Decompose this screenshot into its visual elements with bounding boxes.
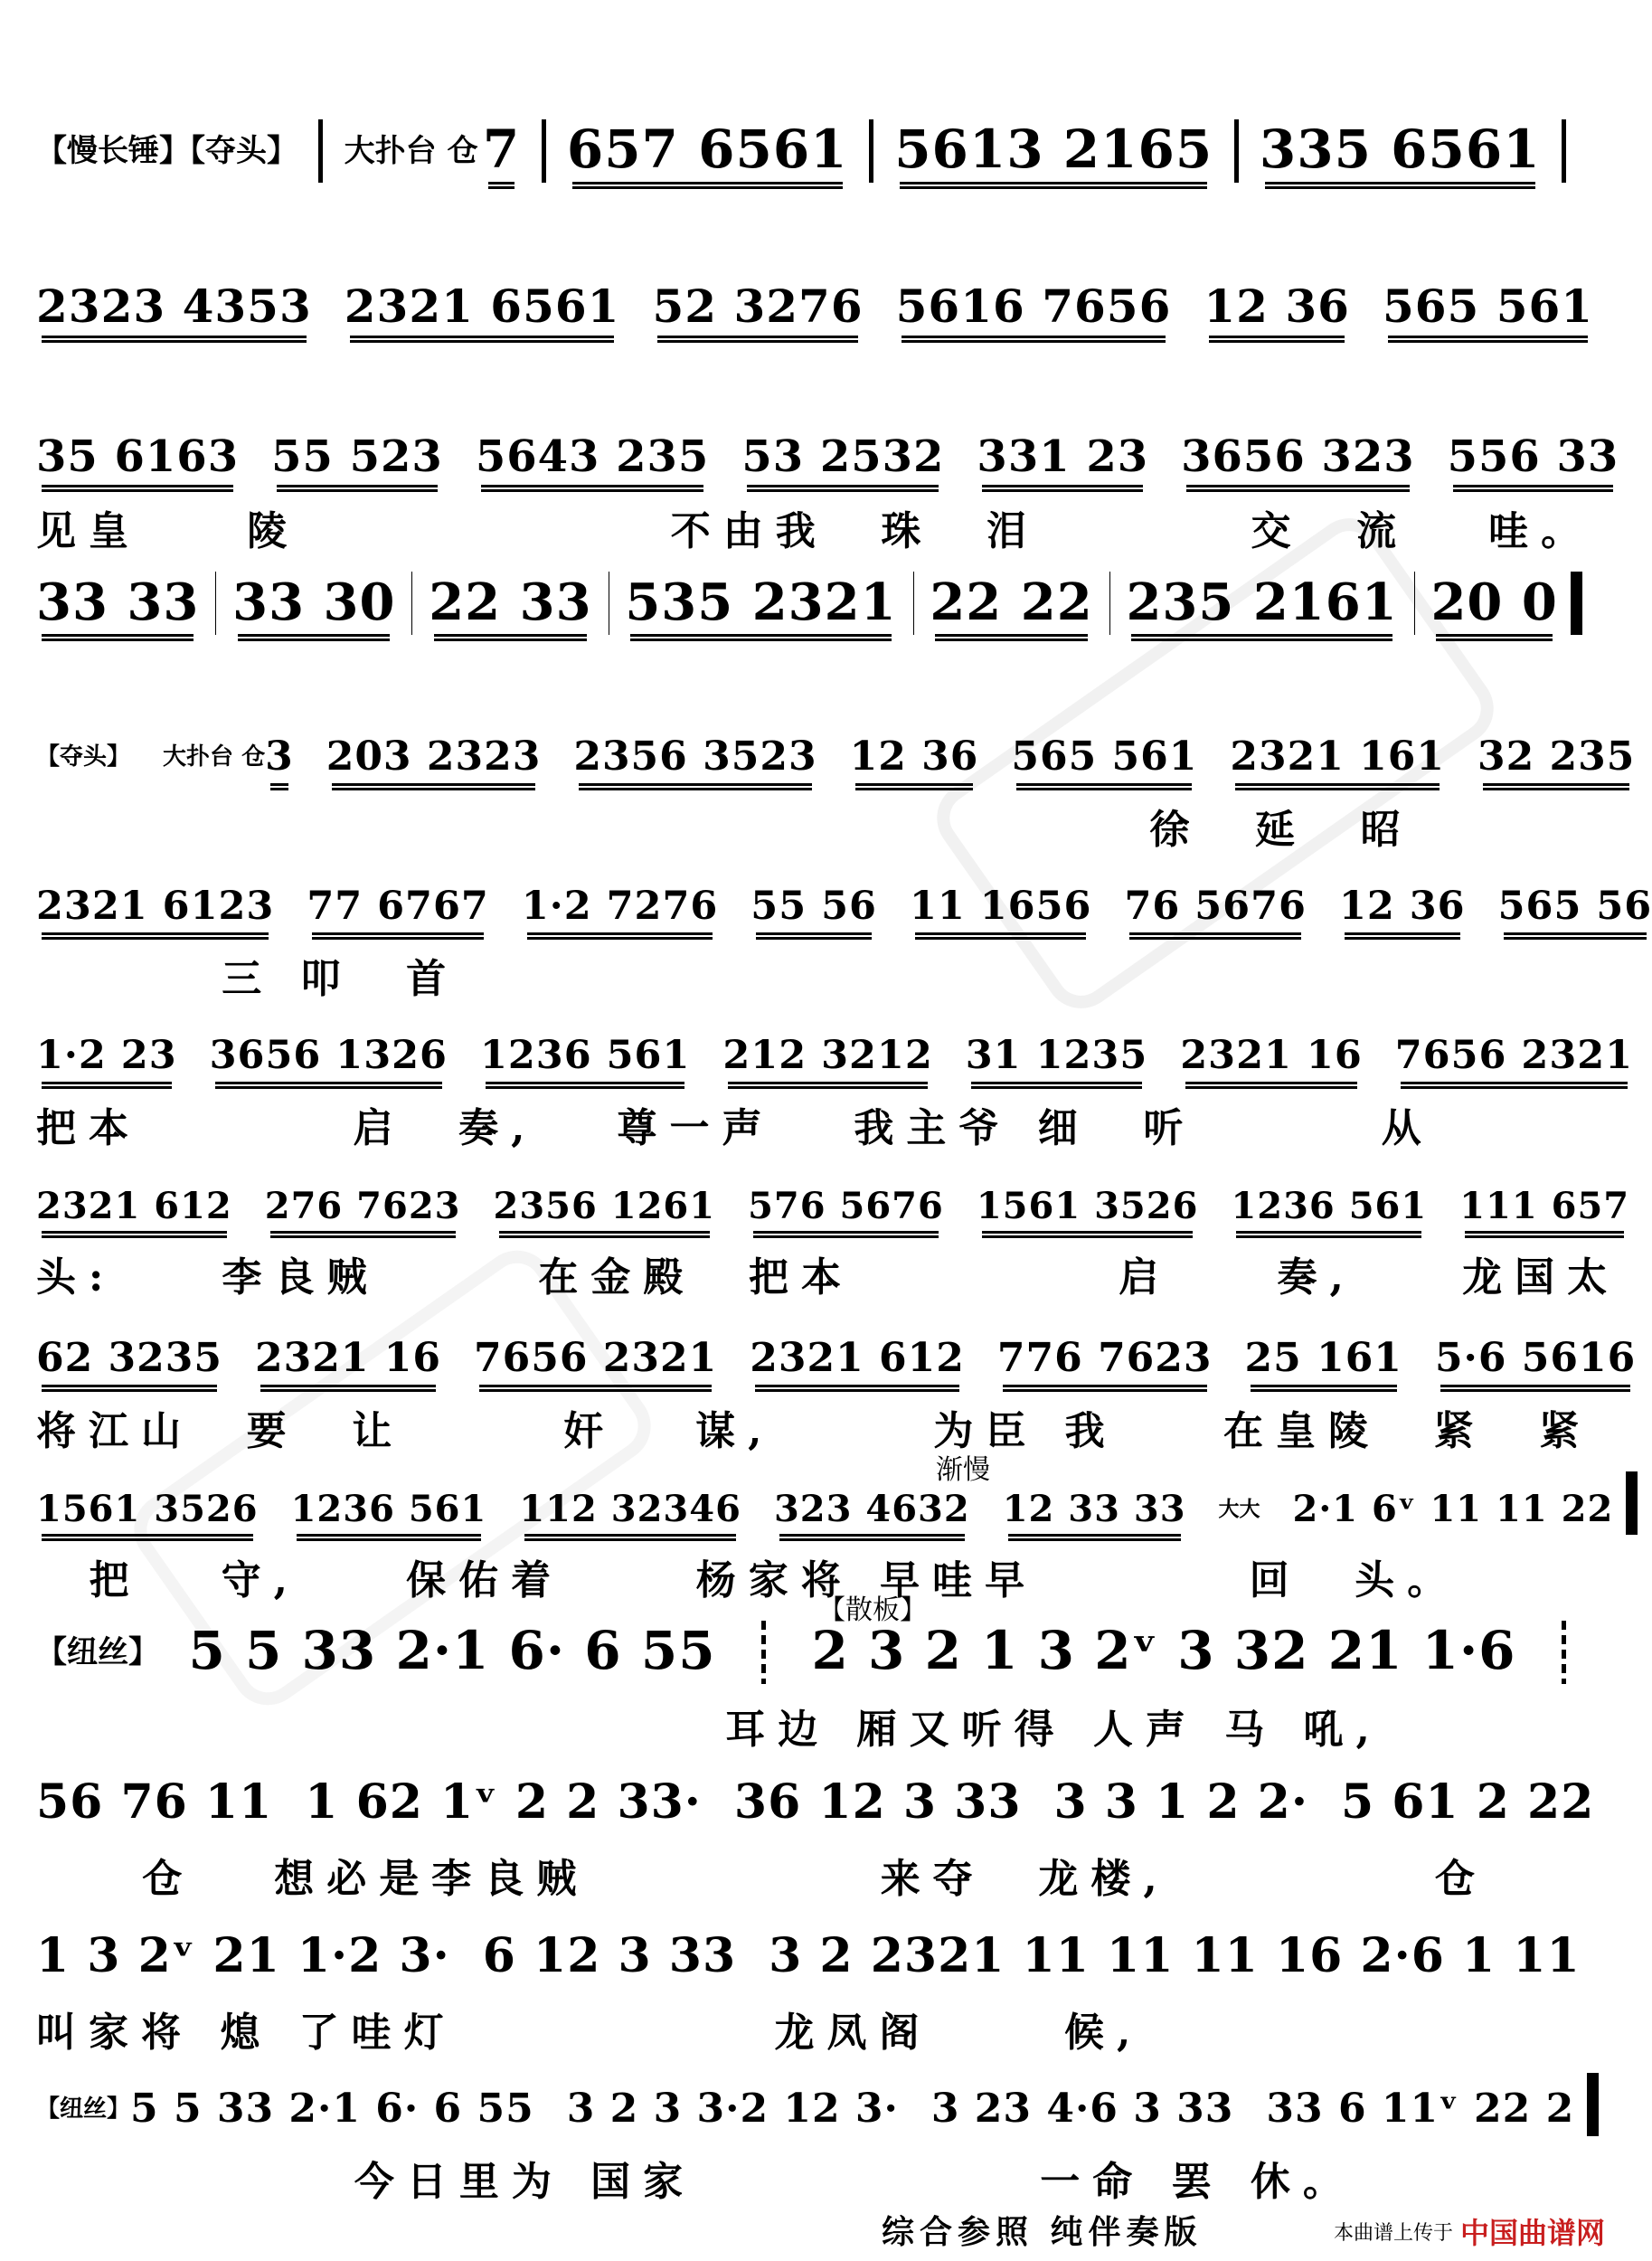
barline — [411, 572, 412, 635]
percussion-label: 【纽丝】 — [36, 1634, 159, 1670]
measure-notes: 35 6163 — [36, 435, 239, 493]
measure-notes: 5 5 33 2·1 6· 6 55 — [188, 1620, 716, 1681]
measure-notes: 20 0 — [1430, 577, 1557, 642]
measure-notes: 52 3276 — [652, 284, 863, 344]
lyrics-line: 叫家将 熄 了哇灯 龙凤阁 候, — [36, 2010, 1144, 2056]
notation-line — [36, 561, 1582, 642]
measure-notes: 2356 3523 — [573, 737, 817, 791]
barline — [1234, 119, 1239, 183]
final-barline — [1571, 572, 1582, 635]
measure-notes: 1236 561 — [1231, 1188, 1427, 1239]
lyrics-line: 将江山 要 让 奸 谋, 为臣 我 在皇陵 紧 紧 — [36, 1408, 1592, 1454]
measure-notes: 203 2323 — [326, 737, 542, 791]
footer — [0, 2207, 1619, 2252]
measure-notes: 331 23 — [977, 435, 1148, 493]
measure-notes: 5·6 5616 — [1435, 1339, 1636, 1393]
measure-notes: 657 6561 — [567, 123, 848, 190]
measure-notes: 3656 323 — [1181, 435, 1415, 493]
measure-notes: 212 3212 — [722, 1036, 932, 1090]
lyrics-line — [36, 195, 1582, 246]
barline — [1562, 1621, 1566, 1684]
measure-notes: 3 — [265, 737, 294, 791]
measure-notes: 55 56 — [750, 887, 877, 941]
lyrics-line: 把本 启 奏, 尊一声 我主爷 细 听 从 — [36, 1105, 1434, 1151]
footer-site-name: 中国曲谱网 — [1460, 2216, 1606, 2250]
measure-notes: 31 1235 — [966, 1036, 1148, 1090]
final-barline — [1626, 1471, 1638, 1535]
measure-notes: 2321 161 — [1230, 737, 1445, 791]
measure-notes: 5643 235 — [476, 435, 710, 493]
lyrics-line — [36, 349, 1582, 400]
measure-notes: 5 61 2 22 — [1340, 1774, 1595, 1830]
tempo-marking-jianman: 渐慢 — [936, 1454, 990, 1486]
footer-note: 综合参照 纯伴奏版 — [882, 2214, 1203, 2251]
measure-notes: 7656 2321 — [474, 1339, 717, 1393]
measure-notes: 22 22 — [930, 577, 1092, 642]
measure-notes: 2321 612 — [750, 1339, 965, 1393]
measure-notes: 6 12 3 33 — [482, 1928, 737, 1983]
measure-notes: 112 32346 — [519, 1491, 741, 1542]
percussion-label: 大扑台 仓 — [163, 743, 266, 771]
percussion-label: 【慢长锤】【夺头】 — [36, 133, 297, 169]
notation-line — [36, 1759, 1595, 1840]
measure-notes: 2323 4353 — [36, 284, 312, 344]
measure-notes: 1561 3526 — [977, 1188, 1199, 1239]
notation-line — [36, 262, 1594, 344]
lyrics-line: 耳边 厢又听得 人声 马 吼, — [36, 1707, 1383, 1753]
barline — [1414, 572, 1415, 635]
barline — [913, 572, 914, 635]
lyrics-line: 今日里为 国家 一命 罢 休。 — [36, 2159, 1355, 2205]
measure-notes: 5613 2165 — [894, 123, 1213, 190]
footer-upload-note: 本曲谱上传于 — [1334, 2222, 1454, 2245]
measure-notes: 56 76 11 — [36, 1774, 273, 1830]
measure-notes: 36 12 3 33 — [733, 1774, 1022, 1830]
measure-notes: 55 523 — [271, 435, 443, 493]
measure-notes: 565 561 — [1383, 284, 1593, 344]
measure-notes: 3656 1326 — [210, 1036, 448, 1090]
lyrics-line: 仓 想必是李良贼 来夺 龙楼, 仓 — [36, 1856, 1487, 1902]
measure-notes: 323 4632 — [774, 1491, 970, 1542]
notation-line — [36, 1158, 1630, 1239]
notation-line — [36, 1461, 1614, 1542]
measure-notes: 565 56 — [1498, 887, 1652, 941]
measure-notes: 3 3 1 2 2· — [1053, 1774, 1308, 1830]
lyrics-line: 三 叩 首 — [36, 956, 459, 1002]
measure-notes: 1236 561 — [480, 1036, 690, 1090]
lyrics-line — [36, 648, 1582, 698]
measure-notes: 62 3235 — [36, 1339, 222, 1393]
measure-notes: 5616 7656 — [896, 284, 1172, 344]
measure-notes: 2321 6561 — [345, 284, 620, 344]
measure-notes: 1·2 23 — [36, 1036, 177, 1090]
lyrics-line: 把 守, 保佑着 杨家将 早哇早 回 头。 — [36, 1557, 1460, 1604]
percussion-label: 【夺头】 — [36, 743, 131, 771]
measure-notes: 111 657 — [1459, 1188, 1629, 1239]
measure-notes: 2321 16 — [1180, 1036, 1363, 1090]
notation-line — [36, 1311, 1637, 1393]
notation-line — [36, 710, 1636, 791]
measure-notes: 556 33 — [1448, 435, 1619, 493]
measure-notes: 1561 3526 — [36, 1491, 259, 1542]
notation-line — [36, 1610, 1582, 1691]
measure-notes: 25 161 — [1245, 1339, 1402, 1393]
measure-notes: 276 7623 — [265, 1188, 461, 1239]
measure-notes: 2·1 6ᵛ 11 11 22 — [1292, 1488, 1614, 1530]
measure-notes: 32 235 — [1477, 737, 1635, 791]
measure-notes: 7 — [483, 123, 520, 190]
notation-line — [36, 1008, 1634, 1090]
notation-line — [36, 859, 1652, 941]
measure-notes: 1 62 1ᵛ 2 2 33· — [305, 1774, 702, 1830]
measure-notes: 2321 6123 — [36, 887, 274, 941]
measure-notes: 5 5 33 2·1 6· 6 55 — [130, 2086, 534, 2132]
lyrics-line: 徐 延 昭 — [36, 807, 1413, 853]
measure-notes: 565 561 — [1011, 737, 1197, 791]
barline — [1562, 119, 1566, 183]
barline — [1109, 572, 1110, 635]
notation-line — [36, 412, 1619, 493]
measure-notes: 76 5676 — [1124, 887, 1307, 941]
measure-notes: 12 36 — [1204, 284, 1350, 344]
lyrics-line: 见皇 陵 不由我 珠 泪 交 流 哇。 — [36, 508, 1594, 554]
measure-notes: 1·2 7276 — [522, 887, 718, 941]
section-marking-sanban: 【散板】 — [818, 1594, 927, 1626]
lyrics-line: 头: 李良贼 在金殿 把本 启 奏, 龙国太 — [36, 1254, 1620, 1301]
barline — [215, 572, 216, 635]
measure-notes: 2321 612 — [36, 1188, 232, 1239]
measure-notes: 22 33 — [429, 577, 591, 642]
measure-notes: 576 5676 — [748, 1188, 944, 1239]
measure-notes: 33 30 — [232, 577, 395, 642]
measure-notes: 3 2 3 3·2 12 3· — [566, 2086, 899, 2132]
measure-notes: 11 1656 — [910, 887, 1092, 941]
measure-notes: 235 2161 — [1126, 577, 1397, 642]
barline — [318, 119, 323, 183]
measure-notes: 335 6561 — [1260, 123, 1541, 190]
notation-line — [36, 1913, 1582, 1994]
measure-notes: 3 23 4·6 3 33 — [930, 2086, 1234, 2132]
measure-notes: 1 3 2ᵛ 21 1·2 3· — [36, 1928, 450, 1983]
measure-notes: 7656 2321 — [1395, 1036, 1633, 1090]
measure-notes: 12 33 33 — [1003, 1491, 1186, 1542]
barline — [542, 119, 546, 183]
measure-notes: 1236 561 — [291, 1491, 487, 1542]
measure-notes: 33 33 — [36, 577, 199, 642]
measure-notes: 2 3 2 1 3 2ᵛ 3 32 21 1·6 — [811, 1620, 1516, 1681]
percussion-label: 大大 — [1218, 1498, 1260, 1521]
measure-notes: 33 6 11ᵛ 22 2 — [1266, 2086, 1575, 2132]
notation-line — [36, 109, 1582, 190]
barline — [761, 1621, 766, 1684]
measure-notes: 12 36 — [850, 737, 979, 791]
measure-notes: 776 7623 — [997, 1339, 1213, 1393]
measure-notes: 2356 1261 — [494, 1188, 716, 1239]
measure-notes: 2321 16 — [255, 1339, 441, 1393]
measure-notes: 77 6767 — [307, 887, 489, 941]
measure-notes: 3 2 2321 11 11 11 16 2·6 1 11 — [769, 1928, 1581, 1983]
percussion-label: 【纽丝】 — [36, 2095, 131, 2123]
percussion-label: 大扑台 仓 — [344, 133, 478, 169]
notation-line — [36, 2062, 1582, 2143]
measure-notes: 53 2532 — [741, 435, 944, 493]
measure-notes: 535 2321 — [625, 577, 896, 642]
barline — [869, 119, 873, 183]
final-barline — [1587, 2073, 1599, 2136]
measure-notes: 12 36 — [1339, 887, 1466, 941]
